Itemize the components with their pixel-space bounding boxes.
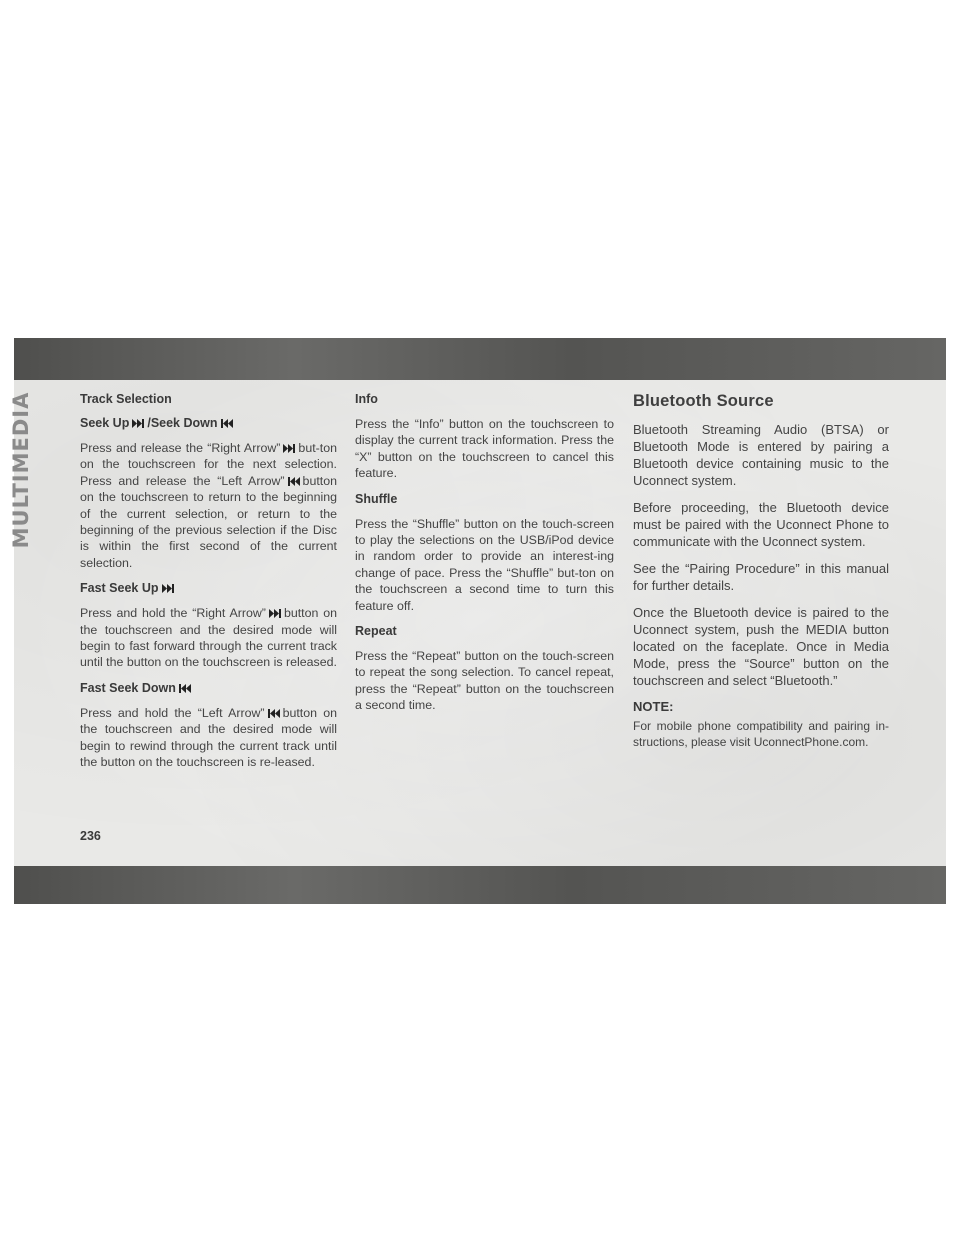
seek-back-icon: [179, 684, 191, 693]
seek-paragraph: Press and release the “Right Arrow” but-ton on the touchscreen for the next selection. Press and release the “Left Arrow” button on the touchscreen to return to the beginning of the current selection, or return to the beginning of the previous selection if the Disc is within the first second of the current selection.: [80, 441, 337, 570]
bluetooth-source-heading: Bluetooth Source: [633, 392, 774, 410]
fast-seek-down-paragraph: Press and hold the “Left Arrow” button on the touchscreen and the desired mode will begin to rewind through the current track until the button on the touchscreen is re-leased.: [80, 705, 337, 770]
section-side-label: MULTIMEDIA: [9, 391, 33, 549]
bluetooth-paragraph-3: See the “Pairing Procedure” in this manual for further details.: [633, 561, 889, 593]
column-bluetooth-source: [633, 392, 889, 760]
seek-back-icon: [221, 419, 233, 428]
bottom-band: [14, 866, 946, 904]
seek-forward-icon: [132, 419, 144, 428]
repeat-heading: Repeat: [355, 624, 397, 639]
fast-seek-up-heading: Fast Seek Up: [80, 581, 337, 595]
seek-back-icon: [288, 477, 300, 486]
top-band: [14, 338, 946, 380]
info-paragraph: Press the “Info” button on the touchscreen to display the current track information. Press the “X” button on the touchscreen to cancel this feature.: [355, 417, 614, 481]
seek-back-icon: [268, 709, 280, 718]
bluetooth-paragraph-1: Bluetooth Streaming Audio (BTSA) or Bluetooth Mode is entered by pairing a Bluetooth device containing music to the Uconnect system.: [633, 422, 889, 488]
page-number: 236: [80, 829, 101, 843]
fast-seek-down-heading: Fast Seek Down: [80, 681, 337, 695]
shuffle-paragraph: Press the “Shuffle” button on the touch-screen to play the selections on the USB/iPod device in random order to provide an interest-ing change of pace. Press the “Shuffle” but-ton on the touchscreen a second time to turn this feature off.: [355, 516, 614, 613]
fast-seek-up-paragraph: Press and hold the “Right Arrow” button on the touchscreen and the desired mode will begin to fast forward through the current track until the button on the touchscreen is released.: [80, 606, 337, 670]
repeat-paragraph: Press the “Repeat” button on the touch-screen to repeat the song selection. To cancel repeat, press the “Repeat” button on the touchscreen a second time.: [355, 649, 614, 713]
bluetooth-paragraph-2: Before proceeding, the Bluetooth device must be paired with the Uconnect Phone to communicate with the Uconnect system.: [633, 500, 889, 549]
bluetooth-paragraph-4: Once the Bluetooth device is paired to the Uconnect system, push the MEDIA button located on the faceplate. Once in Media Mode, press the “Source” button on the touchscreen and select “Bluetooth.”: [633, 605, 889, 688]
column-track-selection: [80, 392, 337, 781]
seek-heading: Seek Up /Seek Down: [80, 416, 337, 430]
track-selection-heading: Track Selection: [80, 392, 172, 406]
note-heading: NOTE:: [633, 699, 674, 714]
shuffle-heading: Shuffle: [355, 491, 398, 506]
info-heading: Info: [355, 392, 378, 406]
column-playback-options: [355, 392, 614, 724]
seek-forward-icon: [283, 444, 295, 453]
note-text: For mobile phone compatibility and pairing in-structions, please visit UconnectPhone.com.: [633, 719, 889, 749]
seek-forward-icon: [162, 584, 174, 593]
seek-forward-icon: [269, 609, 281, 618]
